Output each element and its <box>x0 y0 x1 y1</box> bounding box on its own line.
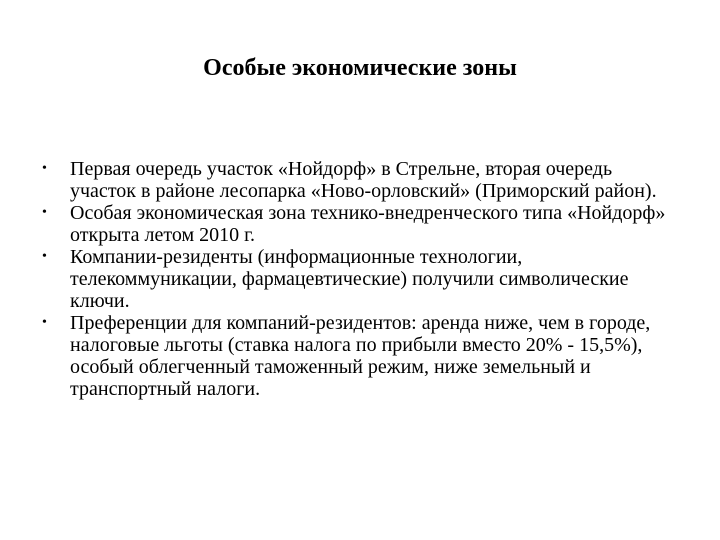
bullet-item-4 <box>38 312 678 400</box>
bullet-dot-icon: • <box>42 205 47 220</box>
bullet-dot-icon: • <box>42 161 47 176</box>
bullet-item-2 <box>38 202 678 246</box>
bullet-text-4: Преференции для компаний-резидентов: аренда ниже, чем в городе, налоговые льготы (ставка налога по прибыли вместо 20% - 15,5%), особый облегченный таможенный режим, ниже земельный и транспортный налоги. <box>70 312 651 400</box>
bullet-dot-icon: • <box>42 249 47 264</box>
bullet-list <box>38 158 678 400</box>
bullet-text-1: Первая очередь участок «Нойдорф» в Стрельне, вторая очередь участок в районе лесопарка «Ново-орловский» (Приморский район). <box>70 158 657 202</box>
bullet-text-2: Особая экономическая зона технико-внедренческого типа «Нойдорф» открыта летом 2010 г. <box>70 202 666 246</box>
bullet-item-1 <box>38 158 678 202</box>
bullet-text-3: Компании-резиденты (информационные технологии, телекоммуникации, фармацевтические) получили символические ключи. <box>70 246 629 312</box>
bullet-item-3 <box>38 246 678 312</box>
slide-title: Особые экономические зоны <box>203 55 517 81</box>
bullet-dot-icon: • <box>42 315 47 330</box>
